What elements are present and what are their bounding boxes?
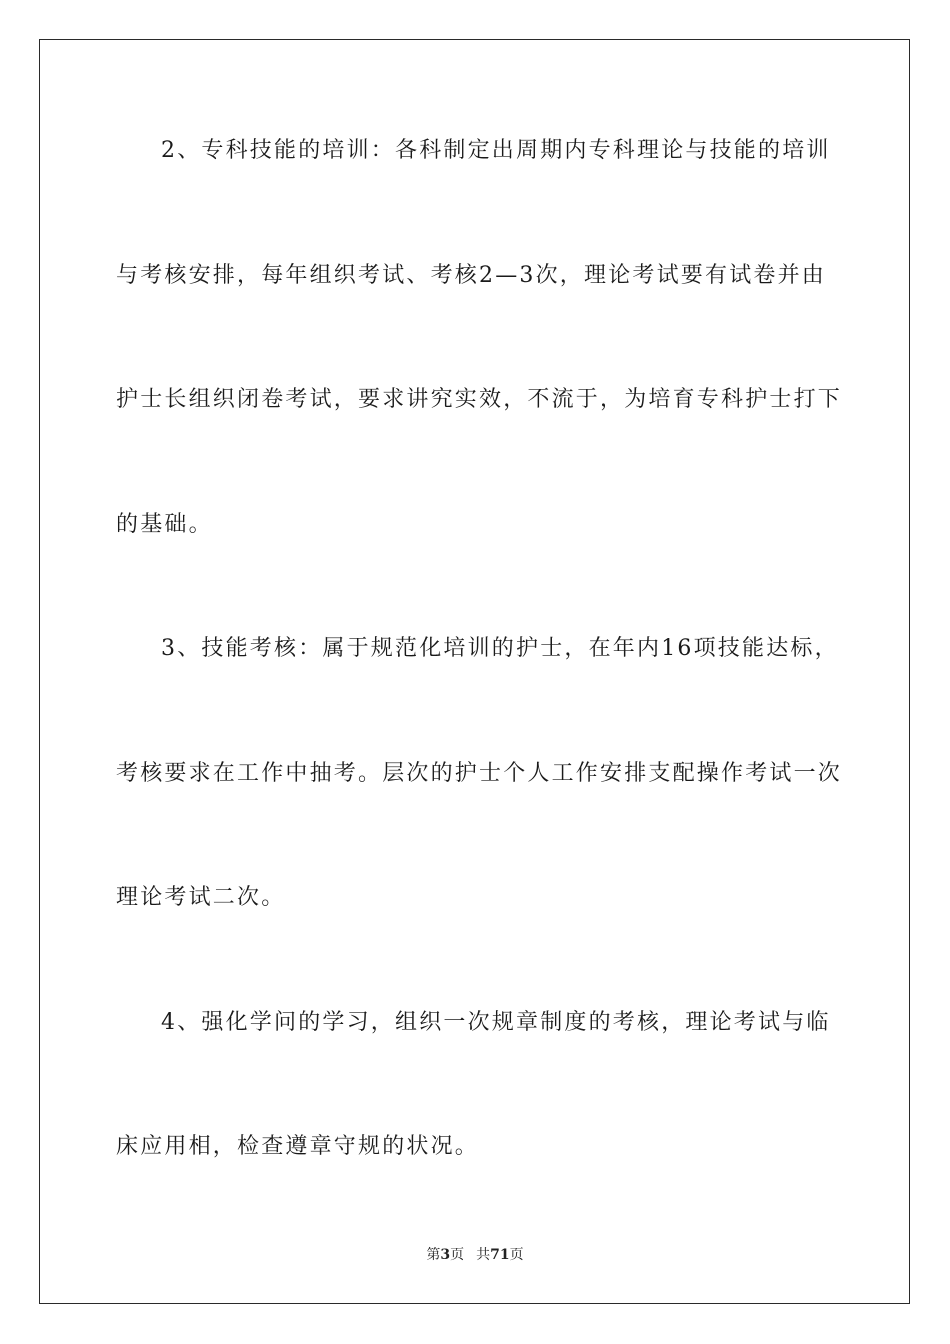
paragraph-1-line-1: 2、专科技能的培训：各科制定出周期内专科理论与技能的培训 [161,138,831,163]
footer-page-prefix: 第 [426,1247,441,1263]
paragraph-3-line-1: 4、强化学问的学习，组织一次规章制度的考核，理论考试与临 [161,1010,831,1035]
page-frame [39,39,910,1304]
page-footer [0,1244,950,1264]
paragraph-2-line-1: 3、技能考核：属于规范化培训的护士，在年内16项技能达标， [161,636,839,661]
paragraph-2-line-3: 理论考试二次。 [116,885,286,910]
footer-total-suffix: 页 [509,1247,524,1263]
paragraph-3-line-2: 床应用相，检查遵章守规的状况。 [116,1134,480,1159]
paragraph-1-line-2: 与考核安排，每年组织考试、考核2—3次，理论考试要有试卷并由 [116,263,826,288]
footer-total-prefix: 共 [476,1247,491,1263]
footer-total-pages: 71 [490,1247,510,1263]
footer-page-number: 3 [440,1247,451,1263]
paragraph-1-line-3: 护士长组织闭卷考试，要求讲究实效，不流于，为培育专科护士打下 [116,387,843,412]
paragraph-1-line-4: 的基础。 [116,512,213,537]
footer-page-suffix: 页 [450,1247,465,1263]
paragraph-2-line-2: 考核要求在工作中抽考。层次的护士个人工作安排支配操作考试一次 [116,761,843,786]
